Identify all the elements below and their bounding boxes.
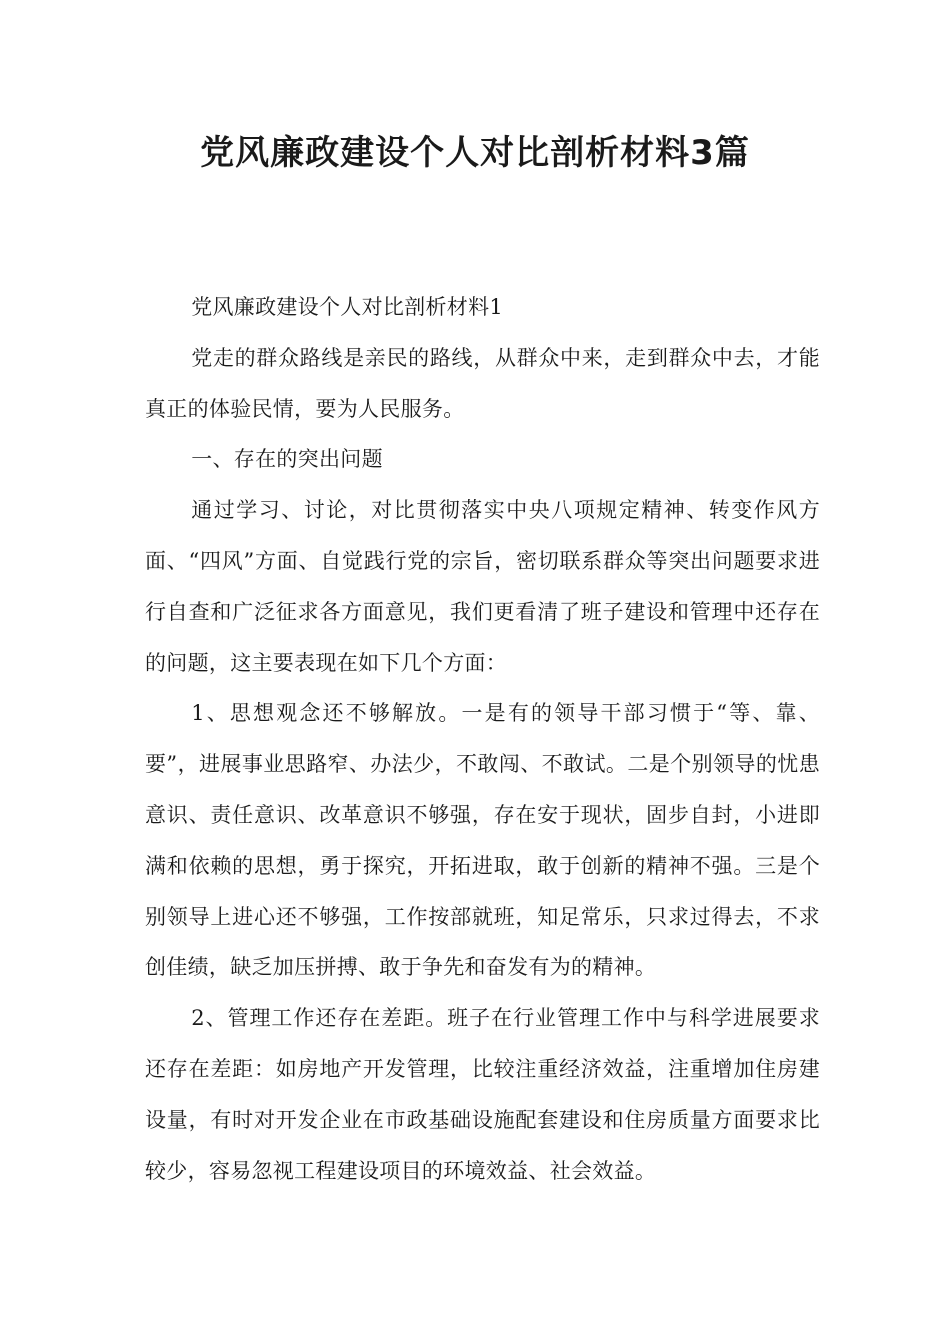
document-body — [145, 282, 820, 1196]
document-title: 党风廉政建设个人对比剖析材料3篇 — [200, 133, 750, 173]
problems-heading: 一、存在的突出问题 — [191, 447, 383, 472]
intro-paragraph: 党走的群众路线是亲民的路线，从群众中来，走到群众中去，才能真正的体验民情，要为人民服务。 — [145, 345, 820, 421]
point-1-paragraph: 1、思想观念还不够解放。一是有的领导干部习惯于“等、靠、要”，进展事业思路窄、办法少，不敢闯、不敢试。二是个别领导的忧患意识、责任意识、改革意识不够强，存在安于现状，固步自封，小进即满和依赖的思想，勇于探究，开拓进取，敢于创新的精神不强。三是个别领导上进心还不够强，工作按部就班，知足常乐，只求过得去，不求创佳绩，缺乏加压拼搏、敢于争先和奋发有为的精神。 — [145, 701, 820, 980]
overview-paragraph: 通过学习、讨论，对比贯彻落实中央八项规定精神、转变作风方面、“四风”方面、自觉践行党的宗旨，密切联系群众等突出问题要求进行自查和广泛征求各方面意见，我们更看清了班子建设和管理中还存在的问题，这主要表现在如下几个方面： — [145, 498, 820, 675]
section-heading: 党风廉政建设个人对比剖析材料1 — [191, 295, 504, 319]
point-2-paragraph: 2、管理工作还存在差距。班子在行业管理工作中与科学进展要求还存在差距：如房地产开发管理，比较注重经济效益，注重增加住房建设量，有时对开发企业在市政基础设施配套建设和住房质量方面要求比较少，容易忽视工程建设项目的环境效益、社会效益。 — [145, 1006, 820, 1183]
